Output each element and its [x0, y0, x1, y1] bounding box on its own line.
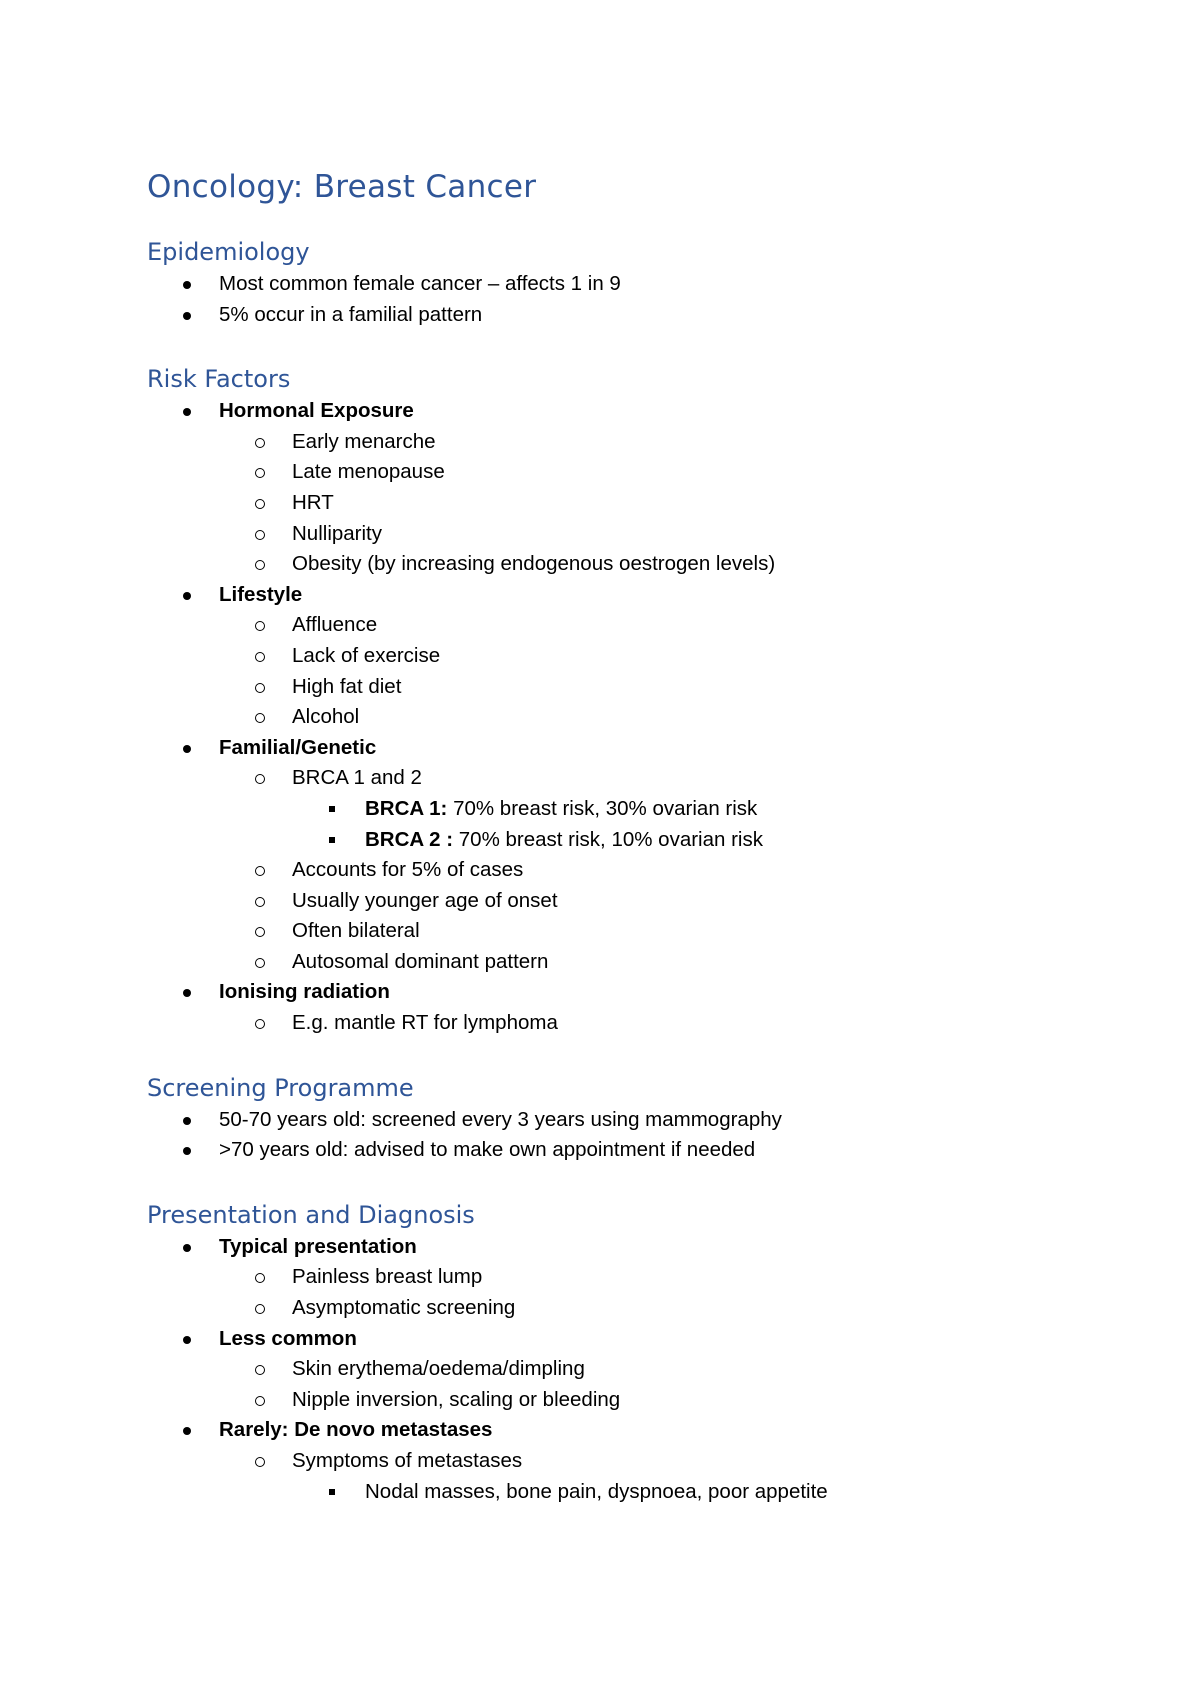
list-item: Nipple inversion, scaling or bleeding: [147, 1385, 1107, 1416]
section-heading: Screening Programme: [147, 1073, 414, 1102]
section-epidemiology: [147, 235, 1107, 330]
list-item: HRT: [147, 488, 1107, 519]
bullet-icon: [183, 592, 191, 600]
circle-bullet-icon: [255, 1396, 265, 1406]
list-item: Familial/Genetic: [147, 733, 1107, 764]
circle-bullet-icon: [255, 468, 265, 478]
circle-bullet-icon: [255, 560, 265, 570]
bullet-list: [147, 269, 1107, 330]
list-item: Painless breast lump: [147, 1262, 1107, 1293]
bullet-icon: [183, 312, 191, 320]
circle-bullet-icon: [255, 927, 265, 937]
circle-bullet-icon: [255, 1273, 265, 1283]
list-item: Usually younger age of onset: [147, 886, 1107, 917]
circle-bullet-icon: [255, 958, 265, 968]
section-risk-factors: [147, 362, 1107, 1038]
circle-bullet-icon: [255, 774, 265, 784]
section-screening: [147, 1071, 1107, 1166]
list-item: Often bilateral: [147, 916, 1107, 947]
list-item: Alcohol: [147, 702, 1107, 733]
bullet-icon: [183, 1336, 191, 1344]
bullet-icon: [183, 408, 191, 416]
list-item: High fat diet: [147, 672, 1107, 703]
list-item: E.g. mantle RT for lymphoma: [147, 1008, 1107, 1039]
list-item: 5% occur in a familial pattern: [147, 300, 1107, 331]
square-bullet-icon: [329, 837, 335, 843]
list-item: Accounts for 5% of cases: [147, 855, 1107, 886]
bullet-icon: [183, 989, 191, 997]
list-item: Lack of exercise: [147, 641, 1107, 672]
list-item: Most common female cancer – affects 1 in 9: [147, 269, 1107, 300]
bullet-list: [147, 1105, 1107, 1166]
list-item: Affluence: [147, 610, 1107, 641]
section-heading: Presentation and Diagnosis: [147, 1200, 475, 1229]
bullet-icon: [183, 745, 191, 753]
list-item: Typical presentation: [147, 1232, 1107, 1263]
circle-bullet-icon: [255, 499, 265, 509]
bullet-icon: [183, 1244, 191, 1252]
list-item: Ionising radiation: [147, 977, 1107, 1008]
bullet-list: [147, 396, 1107, 1038]
list-item: >70 years old: advised to make own appointment if needed: [147, 1135, 1107, 1166]
list-item: Symptoms of metastases: [147, 1446, 1107, 1477]
circle-bullet-icon: [255, 1304, 265, 1314]
page-title: Oncology: Breast Cancer: [147, 169, 537, 205]
circle-bullet-icon: [255, 897, 265, 907]
list-item: Nodal masses, bone pain, dyspnoea, poor appetite: [147, 1477, 1107, 1508]
list-item: Less common: [147, 1324, 1107, 1355]
circle-bullet-icon: [255, 652, 265, 662]
document-page: [147, 165, 1107, 1507]
list-item: Autosomal dominant pattern: [147, 947, 1107, 978]
section-presentation: [147, 1198, 1107, 1507]
list-item: Lifestyle: [147, 580, 1107, 611]
circle-bullet-icon: [255, 621, 265, 631]
list-item: Nulliparity: [147, 519, 1107, 550]
list-item: BRCA 2 : 70% breast risk, 10% ovarian risk: [147, 825, 1107, 856]
section-heading: Epidemiology: [147, 238, 310, 266]
bullet-icon: [183, 1427, 191, 1435]
section-heading: Risk Factors: [147, 365, 291, 394]
list-item: Early menarche: [147, 427, 1107, 458]
circle-bullet-icon: [255, 530, 265, 540]
list-item: Late menopause: [147, 457, 1107, 488]
list-item: Hormonal Exposure: [147, 396, 1107, 427]
circle-bullet-icon: [255, 1019, 265, 1029]
bullet-icon: [183, 1117, 191, 1125]
list-item: BRCA 1: 70% breast risk, 30% ovarian risk: [147, 794, 1107, 825]
list-item: BRCA 1 and 2: [147, 763, 1107, 794]
circle-bullet-icon: [255, 438, 265, 448]
list-item: 50-70 years old: screened every 3 years using mammography: [147, 1105, 1107, 1136]
list-item: Skin erythema/oedema/dimpling: [147, 1354, 1107, 1385]
circle-bullet-icon: [255, 683, 265, 693]
list-item: Rarely: De novo metastases: [147, 1415, 1107, 1446]
circle-bullet-icon: [255, 1365, 265, 1375]
list-item: Asymptomatic screening: [147, 1293, 1107, 1324]
circle-bullet-icon: [255, 713, 265, 723]
list-item: Obesity (by increasing endogenous oestrogen levels): [147, 549, 1107, 580]
square-bullet-icon: [329, 806, 335, 812]
square-bullet-icon: [329, 1489, 335, 1495]
bullet-icon: [183, 281, 191, 289]
circle-bullet-icon: [255, 1457, 265, 1467]
circle-bullet-icon: [255, 866, 265, 876]
bullet-list: [147, 1232, 1107, 1507]
bullet-icon: [183, 1147, 191, 1155]
